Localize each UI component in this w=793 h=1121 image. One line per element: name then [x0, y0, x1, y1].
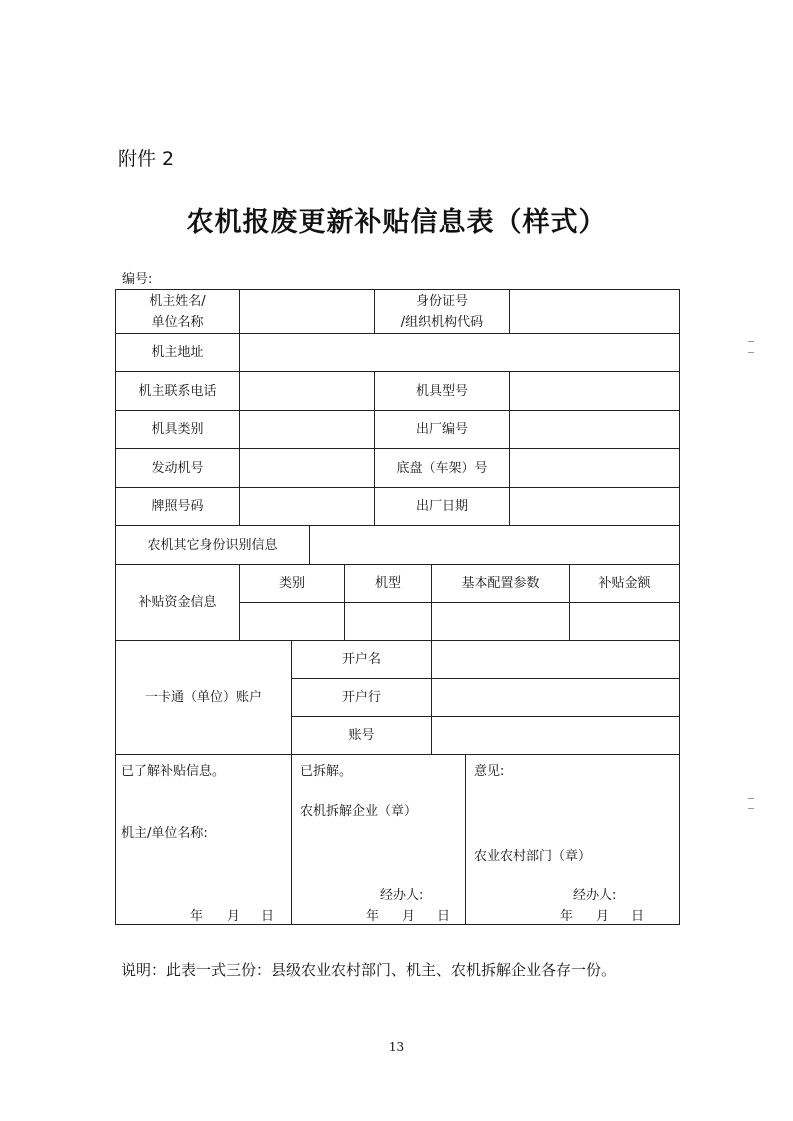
owner-phone-label: 机主联系电话: [138, 383, 217, 399]
account-label: 一卡通（单位）账户: [144, 690, 262, 705]
subsidy-category-value[interactable]: [240, 603, 344, 640]
account-number-label: 账号: [348, 728, 375, 743]
subsidy-col-category: 类别: [278, 576, 305, 591]
opinion-label: 意见:: [474, 764, 505, 779]
agri-date-day: 日: [631, 909, 645, 924]
dismantle-handler-label: 经办人:: [380, 888, 424, 903]
machine-category-label: 机具类别: [151, 422, 204, 437]
dismantle-company-seal: 农机拆解企业（章）: [300, 804, 418, 819]
factory-date-label: 出厂日期: [415, 499, 468, 514]
dismantled-text: 已拆解。: [300, 764, 353, 779]
serial-number-label: 编号:: [122, 272, 153, 287]
owner-date-year: 年: [190, 909, 204, 924]
dismantle-date-month: 月: [402, 909, 416, 924]
scan-speck: [748, 341, 754, 342]
dismantle-date-day: 日: [437, 909, 451, 924]
other-id-info-label: 农机其它身份识别信息: [147, 537, 278, 553]
factory-number-label: 出厂编号: [415, 422, 468, 437]
account-bank-label: 开户行: [341, 690, 381, 705]
engine-number-label: 发动机号: [151, 460, 204, 476]
subsidy-config-value[interactable]: [432, 603, 569, 640]
dismantle-date-year: 年: [366, 909, 380, 924]
machine-model-label: 机具型号: [415, 383, 468, 399]
subsidy-col-amount: 补贴金额: [598, 576, 651, 591]
factory-date-value[interactable]: [510, 488, 679, 525]
id-number-label: 身份证号 /组织机构代码: [400, 293, 484, 330]
subsidy-info-label: 补贴资金信息: [138, 595, 217, 610]
factory-number-value[interactable]: [510, 411, 679, 448]
owner-address-label: 机主地址: [151, 345, 204, 360]
agri-date-year: 年: [560, 909, 574, 924]
subsidy-col-config: 基本配置参数: [461, 576, 540, 591]
account-bank-value[interactable]: [432, 679, 679, 716]
scan-speck: [748, 808, 754, 809]
account-name-value[interactable]: [432, 641, 679, 678]
chassis-number-value[interactable]: [510, 449, 679, 487]
owner-date-day: 日: [261, 909, 275, 924]
attachment-label: 附件 2: [118, 148, 175, 170]
agri-date-month: 月: [596, 909, 610, 924]
subsidy-amount-value[interactable]: [570, 603, 679, 640]
subsidy-col-model: 机型: [374, 576, 401, 591]
owner-ack-text: 已了解补贴信息。: [121, 764, 226, 779]
id-number-value[interactable]: [510, 290, 679, 333]
agri-dept-seal: 农业农村部门（章）: [474, 849, 592, 864]
chassis-number-label: 底盘（车架）号: [396, 460, 488, 476]
engine-number-value[interactable]: [240, 449, 374, 487]
machine-model-value[interactable]: [510, 372, 679, 410]
account-name-label: 开户名: [341, 652, 381, 667]
other-id-info-value[interactable]: [310, 526, 679, 564]
subsidy-model-value[interactable]: [345, 603, 431, 640]
owner-name-sign-label: 机主/单位名称:: [121, 826, 208, 841]
account-number-value[interactable]: [432, 717, 679, 754]
agri-handler-label: 经办人:: [573, 888, 617, 903]
footnote: 说明：此表一式三份：县级农业农村部门、机主、农机拆解企业各存一份。: [121, 961, 617, 979]
plate-number-label: 牌照号码: [151, 499, 204, 514]
scan-speck: [748, 798, 754, 799]
page-number: 13: [388, 1040, 405, 1054]
owner-phone-value[interactable]: [240, 372, 374, 410]
owner-address-value[interactable]: [240, 334, 679, 371]
owner-name-value[interactable]: [240, 290, 374, 333]
form-title: 农机报废更新补贴信息表（样式）: [186, 207, 607, 238]
owner-name-label: 机主姓名/ 单位名称: [149, 293, 206, 330]
scan-speck: [748, 352, 754, 353]
machine-category-value[interactable]: [240, 411, 374, 448]
owner-date-month: 月: [227, 909, 241, 924]
plate-number-value[interactable]: [240, 488, 374, 525]
